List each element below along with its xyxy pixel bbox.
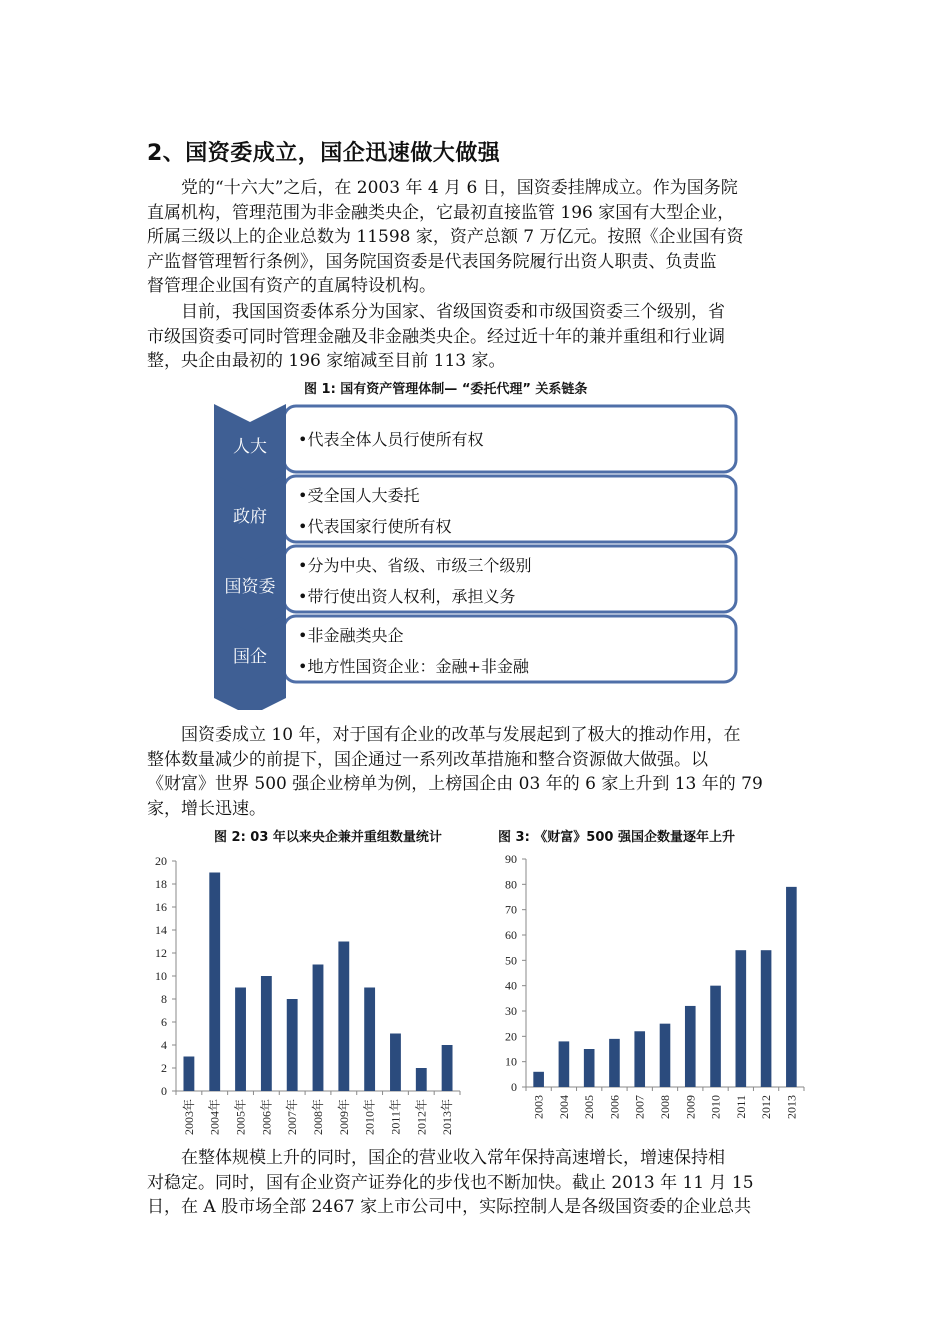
- bar: [710, 986, 721, 1087]
- hierarchy-item-text: •地方性国资企业：金融+非金融: [298, 657, 529, 676]
- x-tick-label: 2013: [784, 1095, 799, 1119]
- paragraph-line: 市级国资委可同时管理金融及非金融类央企。经过近十年的兼并重组和行业调: [147, 326, 725, 347]
- figure-3-caption: 图 3: 《财富》500 强国企数量逐年上升: [498, 830, 735, 845]
- bar: [183, 1057, 194, 1092]
- x-tick-label: 2005: [582, 1095, 597, 1119]
- paragraph-line: 家，增长迅速。: [147, 798, 266, 819]
- y-tick-label: 40: [505, 978, 517, 993]
- fortune500-bar-chart: [490, 850, 820, 1130]
- hierarchy-item-text: •代表国家行使所有权: [298, 517, 452, 536]
- y-tick-label: 80: [505, 877, 517, 892]
- x-tick-label: 2008年: [311, 1099, 325, 1136]
- figure-1-caption: 图 1: 国有资产管理体制— “委托代理” 关系链条: [304, 382, 588, 397]
- hierarchy-item-text: •带行使出资人权利，承担义务: [298, 587, 516, 606]
- y-tick-label: 0: [511, 1080, 517, 1094]
- bar: [313, 965, 324, 1092]
- y-tick-label: 18: [155, 877, 167, 891]
- x-tick-label: 2004: [556, 1095, 571, 1119]
- hierarchy-item-text: •非金融类央企: [298, 626, 404, 645]
- x-tick-label: 2003年: [181, 1099, 196, 1136]
- paragraph-3: [147, 723, 807, 821]
- bar: [287, 999, 298, 1091]
- bar: [209, 873, 220, 1092]
- hierarchy-item-text: •受全国人大委托: [298, 486, 420, 505]
- bar: [736, 950, 747, 1087]
- bar: [660, 1024, 671, 1087]
- chevron-label: 国资委: [224, 577, 276, 597]
- x-tick-label: 2008: [658, 1095, 672, 1119]
- x-tick-label: 2005年: [233, 1099, 248, 1136]
- y-tick-label: 90: [505, 852, 517, 866]
- paragraph-line: 党的“十六大”之后，在 2003 年 4 月 6 日，国资委挂牌成立。作为国务院: [147, 178, 738, 198]
- y-tick-label: 0: [161, 1084, 167, 1098]
- y-tick-label: 70: [505, 902, 517, 917]
- x-tick-label: 2009年: [336, 1099, 351, 1136]
- paragraph-line: 目前，我国国资委体系分为国家、省级国资委和市级国资委三个级别，省: [147, 302, 725, 322]
- chevron-label: 人大: [233, 437, 267, 457]
- y-tick-label: 12: [155, 946, 167, 960]
- x-tick-label: 2010: [708, 1095, 723, 1119]
- x-tick-label: 2013年: [440, 1099, 455, 1136]
- bar: [609, 1039, 620, 1087]
- paragraph-line: 国资委成立 10 年，对于国有企业的改革与发展起到了极大的推动作用，在: [147, 725, 741, 745]
- x-tick-label: 2011: [733, 1095, 748, 1119]
- y-tick-label: 2: [161, 1061, 167, 1075]
- paragraph-2: [147, 300, 807, 374]
- x-tick-label: 2004年: [207, 1099, 222, 1136]
- x-tick-label: 2006: [607, 1095, 622, 1119]
- bar: [685, 1006, 696, 1087]
- y-tick-label: 10: [155, 969, 167, 983]
- paragraph-1: [147, 176, 807, 299]
- paragraph-line: 所属三级以上的企业总数为 11598 家，资产总额 7 万亿元。按照《企业国有资: [147, 227, 744, 248]
- paragraph-line: 督管理企业国有资产的直属特设机构。: [147, 276, 436, 297]
- y-tick-label: 30: [505, 1004, 517, 1018]
- y-tick-label: 4: [161, 1038, 167, 1052]
- bar: [390, 1034, 401, 1092]
- y-tick-label: 6: [161, 1015, 167, 1029]
- bar: [786, 887, 797, 1087]
- x-tick-label: 2007: [632, 1095, 647, 1119]
- x-tick-label: 2003: [531, 1095, 546, 1119]
- paragraph-line: 日，在 A 股市场全部 2467 家上市公司中，实际控制人是各级国资委的企业总共: [147, 1197, 752, 1218]
- paragraph-line: 整，央企由最初的 196 家缩减至目前 113 家。: [147, 351, 506, 372]
- paragraph-4: [147, 1146, 807, 1220]
- paragraph-line: 对稳定。同时，国有企业资产证券化的步伐也不断加快。截止 2013 年 11 月 15: [147, 1172, 754, 1193]
- hierarchy-item-text: •分为中央、省级、市级三个级别: [298, 556, 532, 575]
- y-tick-label: 16: [155, 900, 167, 914]
- x-tick-label: 2011年: [388, 1099, 403, 1135]
- bar: [338, 942, 349, 1092]
- paragraph-line: 在整体规模上升的同时，国企的营业收入常年保持高速增长，增速保持相: [147, 1148, 725, 1168]
- y-tick-label: 50: [505, 953, 517, 968]
- figure-1-diagram: [214, 404, 739, 710]
- x-tick-label: 2012: [759, 1095, 774, 1119]
- bar: [761, 950, 772, 1087]
- x-tick-label: 2007年: [285, 1099, 300, 1136]
- mergers-bar-chart: [140, 850, 470, 1150]
- y-tick-label: 20: [155, 854, 167, 868]
- x-tick-label: 2009: [683, 1095, 698, 1119]
- paragraph-line: 直属机构，管理范围为非金融类央企，它最初直接监管 196 家国有大型企业，: [147, 202, 735, 223]
- bar: [261, 976, 272, 1091]
- hierarchy-item-text: •代表全体人员行使所有权: [298, 430, 484, 449]
- bar: [559, 1041, 570, 1087]
- chevron-label: 国企: [233, 647, 267, 667]
- paragraph-line: 《财富》世界 500 强企业榜单为例，上榜国企由 03 年的 6 家上升到 13 年的 79: [147, 774, 763, 795]
- y-tick-label: 60: [505, 928, 517, 942]
- figure-2-caption: 图 2: 03 年以来央企兼并重组数量统计: [214, 830, 442, 845]
- paragraph-line: 产监督管理暂行条例》，国务院国资委是代表国务院履行出资人职责、负责监: [147, 251, 717, 272]
- bar: [442, 1045, 453, 1091]
- y-tick-label: 8: [161, 992, 167, 1006]
- y-tick-label: 20: [505, 1029, 517, 1044]
- bar: [533, 1072, 544, 1087]
- bar: [364, 988, 375, 1092]
- paragraph-line: 整体数量减少的前提下，国企通过一系列改革措施和整合资源做大做强。以: [147, 749, 708, 770]
- x-tick-label: 2006年: [259, 1099, 274, 1136]
- bar: [584, 1049, 595, 1087]
- section-heading: 2、国资委成立，国企迅速做大做强: [147, 141, 501, 166]
- y-tick-label: 10: [505, 1054, 517, 1069]
- chevron-label: 政府: [233, 507, 267, 527]
- x-tick-label: 2012年: [414, 1099, 429, 1136]
- y-tick-label: 14: [155, 923, 167, 937]
- bar: [235, 988, 246, 1092]
- x-tick-label: 2010年: [362, 1099, 377, 1136]
- bar: [634, 1031, 645, 1087]
- bar: [416, 1068, 427, 1091]
